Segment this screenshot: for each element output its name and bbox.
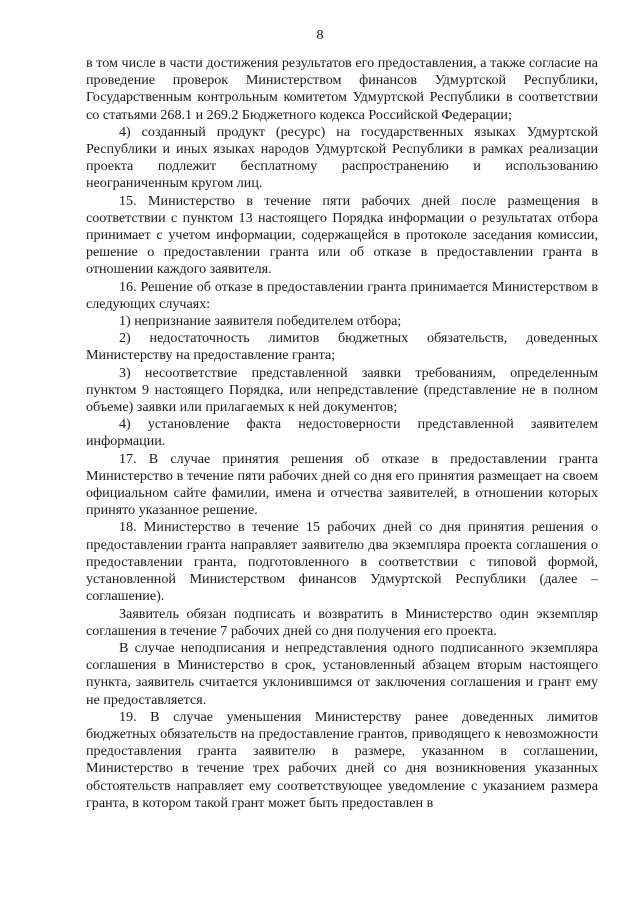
paragraph-item-4: 4) созданный продукт (ресурс) на государственных языках Удмуртской Республики и иных языках народов Удмуртской Республики в рамках реализации проекта подлежит бесплатному распространению и использованию неограниченным кругом лиц.	[86, 123, 598, 192]
paragraph-continuation: в том числе в части достижения результатов его предоставления, а также согласие на проведение проверок Министерством финансов Удмуртской Республики, Государственным контрольным комитетом Удмуртской Республики в соответствии со статьями 268.1 и 269.2 Бюджетного кодекса Российской Федерации;	[86, 55, 598, 123]
paragraph-clause-16-item-4: 4) установление факта недостоверности представленной заявителем информации.	[86, 416, 598, 450]
paragraph-clause-17: 17. В случае принятия решения об отказе в предоставлении гранта Министерство в течение пяти рабочих дней со дня его принятия размещает на своем официальном сайте фамилии, имена и отчества заявителей, в отношении которых принято указанное решение.	[86, 450, 598, 519]
paragraph-clause-16-item-2: 2) недостаточность лимитов бюджетных обязательств, доведенных Министерству на предоставление гранта;	[86, 330, 598, 364]
paragraph-clause-16-item-1: 1) непризнание заявителя победителем отбора;	[119, 313, 402, 330]
paragraph-clause-18: 18. Министерство в течение 15 рабочих дней со дня принятия решения о предоставлении гранта направляет заявителю два экземпляра проекта соглашения о предоставлении гранта, подготовленного в соответствии с типовой формой, установленной Министерством финансов Удмуртской Республики (далее – соглашение).	[86, 519, 598, 605]
paragraph-clause-16: 16. Решение об отказе в предоставлении гранта принимается Министерством в следующих случаях:	[86, 278, 598, 312]
paragraph-clause-18-signing: Заявитель обязан подписать и возвратить в Министерство один экземпляр соглашения в течение 7 рабочих дней со дня получения его проекта.	[86, 605, 598, 639]
paragraph-clause-18-refusal: В случае неподписания и непредставления одного подписанного экземпляра соглашения в Министерство в срок, установленный абзацем вторым настоящего пункта, заявитель считается уклонившимся от заключения соглашения и грант ему не предоставляется.	[86, 639, 598, 708]
document-body	[86, 55, 598, 812]
paragraph-clause-15: 15. Министерство в течение пяти рабочих дней после размещения в соответствии с пунктом 13 настоящего Порядка информации о результатах отбора принимает с учетом информации, содержащейся в протоколе заседания комиссии, решение о предоставлении гранта или об отказе в предоставлении гранта в отношении каждого заявителя.	[86, 192, 598, 278]
page-number: 8	[316, 28, 324, 43]
paragraph-clause-16-item-3: 3) несоответствие представленной заявки требованиям, определенным пунктом 9 настоящего Порядка, или непредставление (представление не в полном объеме) заявки или прилагаемых к ней документов;	[86, 364, 598, 416]
paragraph-clause-19: 19. В случае уменьшения Министерству ранее доведенных лимитов бюджетных обязательств на предоставление грантов, приводящего к невозможности предоставления гранта заявителю в размере, указанном в соглашении, Министерство в течение трех рабочих дней со дня возникновения указанных обстоятельств направляет ему соответствующее уведомление с указанием размера гранта, в котором такой грант может быть предоставлен в	[86, 708, 598, 811]
